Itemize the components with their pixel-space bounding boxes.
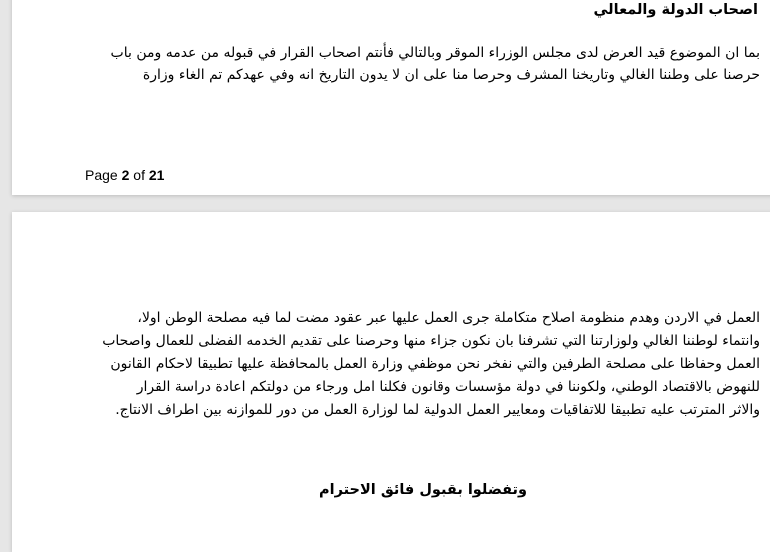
footer-total-pages: 21 — [148, 167, 165, 183]
document-page-3 — [12, 212, 770, 552]
salutation-heading: اصحاب الدولة والمعالي — [593, 2, 758, 18]
closing-line: وتفضلوا بقبول فائق الاحترام — [319, 482, 527, 498]
body-line-6: للنهوض بالاقتصاد الوطني، ولكوننا في دولة مؤسسات وقانون فكلنا امل ورجاء من دولتكم اعادة دراسة القرار — [136, 379, 760, 395]
body-line-1: بما ان الموضوع قيد العرض لدى مجلس الوزراء الموقر وبالتالي فأنتم اصحاب القرار في قبوله من عدمه ومن باب — [110, 45, 760, 61]
footer-of-word: of — [133, 167, 145, 183]
page-number-footer — [85, 167, 164, 183]
body-line-2: حرصنا على وطننا الغالي وتاريخنا المشرف وحرصا منا على ان لا يدون التاريخ انه وفي عهدكم تم الغاء وزارة — [142, 67, 760, 83]
body-line-3: العمل في الاردن وهدم منظومة اصلاح متكاملة جرى العمل عليها عبر عقود مضت لما فيه مصلحة الوطن اولا، — [137, 310, 760, 326]
body-line-7: والاثر المترتب عليه تطبيقا للاتفاقيات ومعايير العمل الدولية لما لوزارة العمل من دور للموازنه بين اطراف الانتاج. — [115, 402, 760, 418]
document-page-2 — [12, 0, 770, 195]
body-line-4: وانتماء لوطننا الغالي ولوزارتنا التي تشرفنا بان نكون جزاء منها وحرصنا على تقديم الخدمه الفضلى للعمال واصحاب — [102, 333, 760, 349]
footer-page-word: Page — [85, 167, 118, 183]
body-line-5: العمل وحفاظا على مصلحة الطرفين والتي نفخر نحن موظفي وزارة العمل بالمحافظة عليها تطبيقا لاحكام القانون — [110, 356, 760, 372]
footer-current-page: 2 — [121, 167, 130, 183]
